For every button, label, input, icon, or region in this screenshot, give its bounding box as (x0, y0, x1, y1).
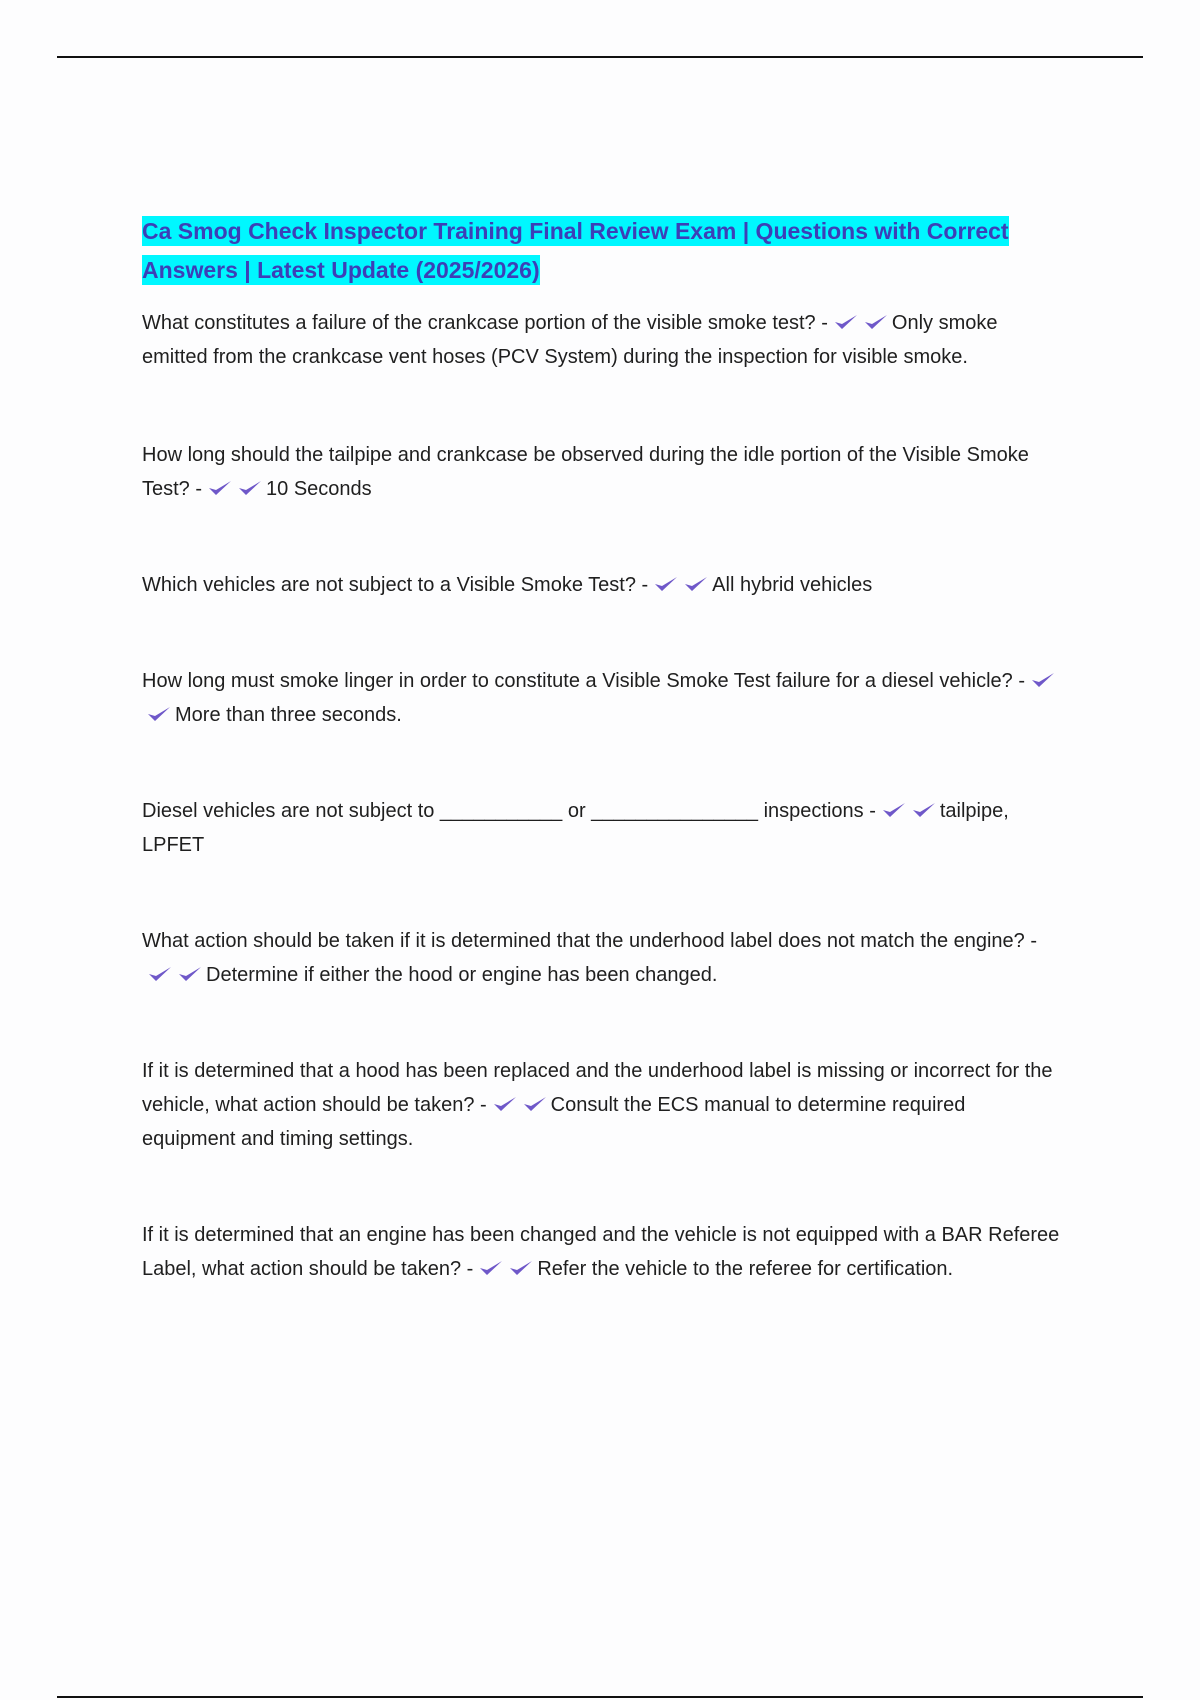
qa-item-8 (142, 1218, 1062, 1286)
header-rule (57, 56, 1143, 58)
document-title (142, 212, 1062, 290)
check-icon (146, 704, 172, 724)
question-text: Which vehicles are not subject to a Visible Smoke Test? - (142, 574, 649, 596)
check-icon (492, 1094, 518, 1114)
answer-text: 10 Seconds (266, 478, 372, 500)
question-text: If it is determined that a hood has been replaced and the underhood label is missing or incorrect for the vehicle, what action should be taken? - (142, 1060, 1053, 1116)
check-icon (863, 312, 889, 332)
check-icon (522, 1094, 548, 1114)
footer-rule (57, 1696, 1143, 1698)
check-icon (881, 800, 907, 820)
question-text: How long must smoke linger in order to constitute a Visible Smoke Test failure for a diesel vehicle? - (142, 670, 1026, 692)
qa-item-2 (142, 438, 1062, 506)
question-text: Diesel vehicles are not subject to ___________ or _______________ inspections - (142, 800, 876, 822)
qa-item-3 (142, 568, 1062, 602)
title-line-1: Ca Smog Check Inspector Training Final Review Exam | Questions with Correct (142, 218, 1009, 244)
answer-text: Consult the ECS manual to determine required equipment and timing settings. (142, 1094, 966, 1150)
answer-text: tailpipe, LPFET (142, 800, 1009, 856)
question-text: How long should the tailpipe and crankcase be observed during the idle portion of the Visible Smoke Test? - (142, 444, 1029, 500)
qa-item-4 (142, 664, 1062, 732)
answer-text: Only smoke emitted from the crankcase vent hoses (PCV System) during the inspection for visible smoke. (142, 312, 998, 368)
check-icon (683, 574, 709, 594)
qa-item-6 (142, 924, 1062, 992)
check-icon (508, 1258, 534, 1278)
qa-item-1 (142, 306, 1062, 374)
title-line-2: Answers | Latest Update (2025/2026) (142, 257, 540, 283)
check-icon (177, 964, 203, 984)
answer-text: Refer the vehicle to the referee for certification. (537, 1258, 954, 1280)
answer-text: Determine if either the hood or engine has been changed. (206, 964, 718, 986)
qa-item-7 (142, 1054, 1062, 1156)
check-icon (237, 478, 263, 498)
check-icon (147, 964, 173, 984)
check-icon (478, 1258, 504, 1278)
check-icon (833, 312, 859, 332)
check-icon (207, 478, 233, 498)
question-text: What constitutes a failure of the crankcase portion of the visible smoke test? - (142, 312, 828, 334)
answer-text: All hybrid vehicles (712, 574, 873, 596)
check-icon (1030, 670, 1056, 690)
answer-text: More than three seconds. (175, 704, 402, 726)
check-icon (653, 574, 679, 594)
question-text: What action should be taken if it is determined that the underhood label does not match the engine? - (142, 930, 1038, 952)
check-icon (911, 800, 937, 820)
document-body (142, 212, 1062, 1286)
qa-item-5 (142, 794, 1062, 862)
question-text: If it is determined that an engine has been changed and the vehicle is not equipped with a BAR Referee Label, what action should be taken? - (142, 1224, 1060, 1280)
